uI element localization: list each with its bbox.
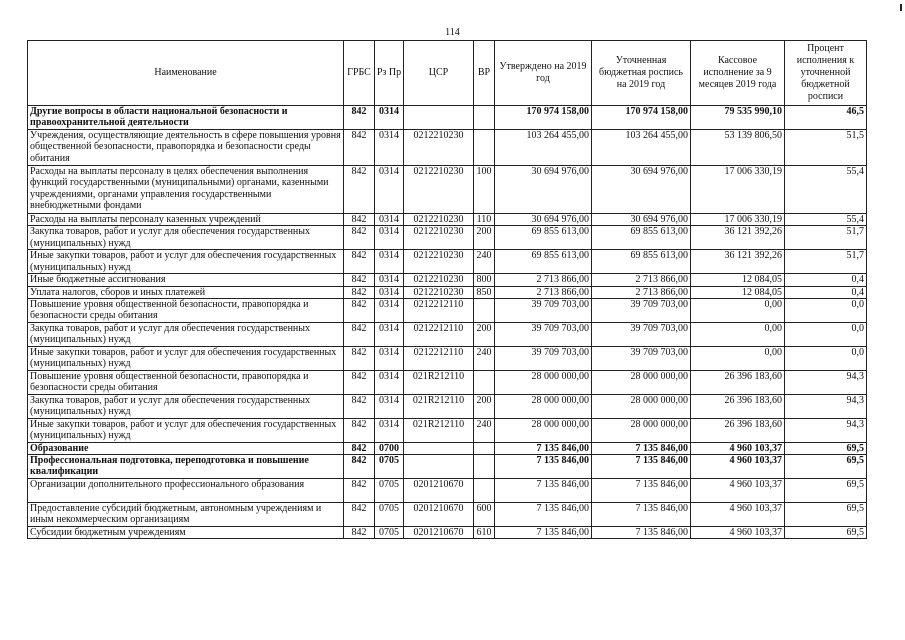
row-approved: 39 709 703,00 [495,322,592,346]
row-rzpr: 0314 [375,214,404,226]
row-vr: 800 [474,274,495,286]
row-csr: 0212212110 [404,298,474,322]
row-grbs: 842 [344,442,375,454]
row-csr: 0201210670 [404,479,474,503]
row-csr [404,106,474,130]
row-approved: 7 135 846,00 [495,503,592,527]
row-approved: 28 000 000,00 [495,370,592,394]
row-csr: 0212210230 [404,214,474,226]
row-percent: 94,3 [785,394,867,418]
row-csr [404,455,474,479]
table-row [28,479,867,503]
row-grbs: 842 [344,130,375,166]
row-rzpr: 0705 [375,479,404,503]
table-row [28,322,867,346]
row-name: Профессиональная подготовка, переподготовка и повышение квалификации [28,455,344,479]
row-approved: 7 135 846,00 [495,442,592,454]
row-cash: 26 396 183,60 [691,370,785,394]
row-grbs: 842 [344,214,375,226]
row-vr: 850 [474,286,495,298]
row-vr [474,130,495,166]
row-rzpr: 0314 [375,166,404,214]
row-cash: 12 084,05 [691,286,785,298]
row-percent: 69,5 [785,442,867,454]
row-cash: 17 006 330,19 [691,166,785,214]
row-csr: 0201210670 [404,503,474,527]
row-vr: 110 [474,214,495,226]
row-approved: 103 264 455,00 [495,130,592,166]
row-name: Учреждения, осуществляющие деятельность в сфере повышения уровня общественной безопасности, правопорядка и безопасности среды обитания [28,130,344,166]
row-cash: 4 960 103,37 [691,442,785,454]
header-vr: ВР [474,41,495,106]
row-grbs: 842 [344,298,375,322]
table-row [28,442,867,454]
row-vr: 240 [474,346,495,370]
row-name: Закупка товаров, работ и услуг для обеспечения государственных (муниципальных) нужд [28,322,344,346]
row-refined: 7 135 846,00 [592,442,691,454]
row-cash: 4 960 103,37 [691,479,785,503]
row-rzpr: 0705 [375,455,404,479]
row-refined: 103 264 455,00 [592,130,691,166]
row-approved: 28 000 000,00 [495,418,592,442]
row-percent: 69,5 [785,527,867,539]
row-name: Закупка товаров, работ и услуг для обеспечения государственных (муниципальных) нужд [28,226,344,250]
row-grbs: 842 [344,274,375,286]
row-name: Уплата налогов, сборов и иных платежей [28,286,344,298]
row-refined: 30 694 976,00 [592,214,691,226]
table-row [28,455,867,479]
row-name: Другие вопросы в области национальной безопасности и правоохранительной деятельности [28,106,344,130]
row-rzpr: 0314 [375,274,404,286]
row-name: Предоставление субсидий бюджетным, автономным учреждениям и иным некоммерческим организациям [28,503,344,527]
page-number: 114 [445,27,460,38]
header-name: Наименование [28,41,344,106]
row-cash: 26 396 183,60 [691,394,785,418]
header-percent: Процент исполнения к уточненной бюджетной росписи [785,41,867,106]
row-grbs: 842 [344,226,375,250]
table-row [28,503,867,527]
row-refined: 28 000 000,00 [592,394,691,418]
row-cash: 12 084,05 [691,274,785,286]
row-refined: 69 855 613,00 [592,250,691,274]
row-approved: 69 855 613,00 [495,250,592,274]
row-refined: 69 855 613,00 [592,226,691,250]
row-vr [474,106,495,130]
header-row [28,41,867,106]
row-approved: 2 713 866,00 [495,286,592,298]
row-percent: 51,7 [785,226,867,250]
row-grbs: 842 [344,527,375,539]
row-grbs: 842 [344,346,375,370]
row-cash: 36 121 392,26 [691,226,785,250]
row-percent: 46,5 [785,106,867,130]
table-row [28,250,867,274]
row-percent: 94,3 [785,418,867,442]
table-row [28,298,867,322]
row-percent: 55,4 [785,214,867,226]
row-approved: 7 135 846,00 [495,527,592,539]
table-row [28,394,867,418]
row-cash: 17 006 330,19 [691,214,785,226]
row-grbs: 842 [344,370,375,394]
table-row [28,214,867,226]
row-grbs: 842 [344,503,375,527]
row-refined: 28 000 000,00 [592,418,691,442]
row-refined: 7 135 846,00 [592,455,691,479]
header-approved: Утверждено на 2019 год [495,41,592,106]
row-refined: 2 713 866,00 [592,274,691,286]
row-name: Расходы на выплаты персоналу в целях обеспечения выполнения функций государственными (муниципальными) органами, казенными учреждениями, органами управления государственными внебюджетными фондами [28,166,344,214]
row-vr [474,479,495,503]
row-csr [404,442,474,454]
row-refined: 39 709 703,00 [592,322,691,346]
row-cash: 4 960 103,37 [691,503,785,527]
row-rzpr: 0314 [375,298,404,322]
row-refined: 39 709 703,00 [592,346,691,370]
row-vr [474,298,495,322]
table-body [28,106,867,539]
table-row [28,166,867,214]
table-row [28,106,867,130]
row-name: Повышение уровня общественной безопасности, правопорядка и безопасности среды обитания [28,298,344,322]
table-row [28,418,867,442]
row-approved: 2 713 866,00 [495,274,592,286]
row-approved: 39 709 703,00 [495,346,592,370]
row-csr: 0201210670 [404,527,474,539]
row-cash: 0,00 [691,322,785,346]
header-cash: Кассовое исполнение за 9 месяцев 2019 года [691,41,785,106]
row-approved: 28 000 000,00 [495,394,592,418]
row-vr: 610 [474,527,495,539]
row-csr: 0212210230 [404,166,474,214]
row-rzpr: 0314 [375,322,404,346]
row-grbs: 842 [344,455,375,479]
row-csr: 021R212110 [404,418,474,442]
row-vr [474,370,495,394]
row-grbs: 842 [344,322,375,346]
row-refined: 2 713 866,00 [592,286,691,298]
table-row [28,370,867,394]
row-grbs: 842 [344,166,375,214]
row-vr: 240 [474,250,495,274]
row-percent: 69,5 [785,503,867,527]
row-name: Организации дополнительного профессионального образования [28,479,344,503]
row-name: Повышение уровня общественной безопасности, правопорядка и безопасности среды обитания [28,370,344,394]
row-vr [474,442,495,454]
row-name: Закупка товаров, работ и услуг для обеспечения государственных (муниципальных) нужд [28,394,344,418]
row-percent: 94,3 [785,370,867,394]
row-csr: 0212210230 [404,226,474,250]
row-percent: 69,5 [785,479,867,503]
row-cash: 53 139 806,50 [691,130,785,166]
row-percent: 0,4 [785,286,867,298]
row-cash: 0,00 [691,298,785,322]
row-percent: 69,5 [785,455,867,479]
row-grbs: 842 [344,418,375,442]
row-grbs: 842 [344,394,375,418]
row-approved: 30 694 976,00 [495,214,592,226]
row-name: Иные закупки товаров, работ и услуг для обеспечения государственных (муниципальных) нужд [28,250,344,274]
row-csr: 021R212110 [404,394,474,418]
table-row [28,346,867,370]
row-percent: 0,4 [785,274,867,286]
row-percent: 55,4 [785,166,867,214]
row-refined: 39 709 703,00 [592,298,691,322]
row-percent: 51,7 [785,250,867,274]
edge-mark [900,4,902,11]
row-vr: 600 [474,503,495,527]
row-refined: 7 135 846,00 [592,503,691,527]
row-percent: 0,0 [785,346,867,370]
row-approved: 7 135 846,00 [495,455,592,479]
row-cash: 4 960 103,37 [691,455,785,479]
row-approved: 170 974 158,00 [495,106,592,130]
row-rzpr: 0314 [375,346,404,370]
row-name: Иные закупки товаров, работ и услуг для обеспечения государственных (муниципальных) нужд [28,418,344,442]
row-rzpr: 0314 [375,250,404,274]
row-percent: 0,0 [785,322,867,346]
row-vr: 100 [474,166,495,214]
row-cash: 79 535 990,10 [691,106,785,130]
row-vr: 200 [474,322,495,346]
row-csr: 0212212110 [404,346,474,370]
row-approved: 69 855 613,00 [495,226,592,250]
row-rzpr: 0705 [375,527,404,539]
row-refined: 28 000 000,00 [592,370,691,394]
row-grbs: 842 [344,106,375,130]
row-csr: 0212210230 [404,250,474,274]
row-cash: 36 121 392,26 [691,250,785,274]
table-row [28,274,867,286]
row-refined: 7 135 846,00 [592,479,691,503]
row-percent: 51,5 [785,130,867,166]
row-vr [474,455,495,479]
table-row [28,527,867,539]
row-rzpr: 0314 [375,226,404,250]
row-name: Образование [28,442,344,454]
row-rzpr: 0705 [375,503,404,527]
row-grbs: 842 [344,250,375,274]
row-csr: 0212210230 [404,274,474,286]
header-csr: ЦСР [404,41,474,106]
row-name: Иные бюджетные ассигнования [28,274,344,286]
row-approved: 39 709 703,00 [495,298,592,322]
table-row [28,226,867,250]
row-rzpr: 0700 [375,442,404,454]
row-csr: 021R212110 [404,370,474,394]
row-vr: 240 [474,418,495,442]
row-grbs: 842 [344,479,375,503]
row-rzpr: 0314 [375,418,404,442]
row-vr: 200 [474,394,495,418]
header-grbs: ГРБС [344,41,375,106]
table-row [28,130,867,166]
row-percent: 0,0 [785,298,867,322]
header-rzpr: Рз Пр [375,41,404,106]
table-row [28,286,867,298]
row-refined: 30 694 976,00 [592,166,691,214]
row-rzpr: 0314 [375,106,404,130]
budget-table [27,40,867,539]
row-csr: 0212212110 [404,322,474,346]
row-approved: 7 135 846,00 [495,479,592,503]
row-refined: 170 974 158,00 [592,106,691,130]
row-rzpr: 0314 [375,370,404,394]
row-rzpr: 0314 [375,286,404,298]
row-vr: 200 [474,226,495,250]
row-name: Субсидии бюджетным учреждениям [28,527,344,539]
row-rzpr: 0314 [375,130,404,166]
row-refined: 7 135 846,00 [592,527,691,539]
row-cash: 26 396 183,60 [691,418,785,442]
row-cash: 4 960 103,37 [691,527,785,539]
row-name: Иные закупки товаров, работ и услуг для обеспечения государственных (муниципальных) нужд [28,346,344,370]
row-csr: 0212210230 [404,286,474,298]
header-refined: Уточненная бюджетная роспись на 2019 год [592,41,691,106]
row-name: Расходы на выплаты персоналу казенных учреждений [28,214,344,226]
row-cash: 0,00 [691,346,785,370]
row-csr: 0212210230 [404,130,474,166]
row-approved: 30 694 976,00 [495,166,592,214]
row-rzpr: 0314 [375,394,404,418]
row-grbs: 842 [344,286,375,298]
